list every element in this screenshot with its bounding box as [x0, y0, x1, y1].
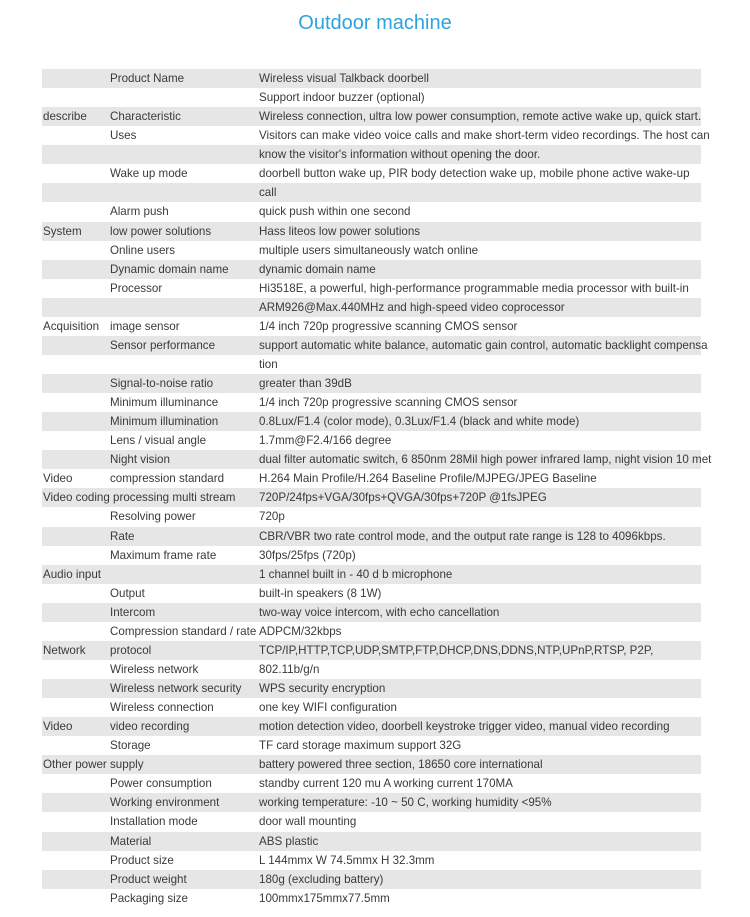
table-row [42, 812, 701, 831]
table-row [42, 260, 701, 279]
table-row [42, 298, 701, 317]
table-row [42, 679, 701, 698]
table-row [42, 241, 701, 260]
parameter-cell: Product Name [110, 72, 185, 85]
value-cell: ARM926@Max.440MHz and high-speed video coprocessor [259, 300, 565, 314]
table-row [42, 126, 710, 145]
table-row [42, 279, 701, 298]
parameter-cell: Resolving power [110, 510, 196, 524]
value-cell: CBR/VBR two rate control mode, and the output rate range is 128 to 4096kbps. [259, 529, 666, 543]
value-cell: 0.8Lux/F1.4 (color mode), 0.3Lux/F1.4 (black and white mode) [259, 415, 580, 429]
table-row [42, 755, 701, 774]
parameter-cell: Intercom [110, 605, 156, 619]
value-cell: door wall mounting [259, 815, 357, 829]
parameter-cell: Installation mode [110, 815, 198, 829]
table-row [42, 565, 701, 584]
parameter-cell: protocol [110, 643, 152, 657]
parameter-cell: Dynamic domain name [110, 262, 229, 276]
table-row [42, 622, 701, 641]
value-cell: two-way voice intercom, with echo cancellation [259, 605, 500, 619]
value-cell: L 144mmx W 74.5mmx H 32.3mm [259, 853, 435, 867]
value-cell: 720P/24fps+VGA/30fps+QVGA/30fps+720P @1fsJPEG [259, 491, 547, 505]
value-cell: battery powered three section, 18650 core international [259, 758, 543, 772]
spec-table [42, 69, 712, 908]
value-cell: Visitors can make video voice calls and make short-term video recordings. The host can [259, 129, 710, 143]
table-row [42, 507, 701, 526]
table-row [42, 69, 701, 88]
table-row [42, 698, 701, 717]
category-cell: Acquisition [43, 319, 100, 333]
category-cell: Video [43, 720, 73, 734]
table-row [42, 469, 701, 488]
value-cell: 720p [259, 510, 285, 524]
category-cell: describe [43, 110, 87, 124]
parameter-cell: Uses [110, 129, 137, 143]
value-cell: motion detection video, doorbell keystroke trigger video, manual video recording [259, 720, 670, 734]
page-title: Outdoor machine [298, 12, 452, 34]
value-cell: TCP/IP,HTTP,TCP,UDP,SMTP,FTP,DHCP,DNS,DDNS,NTP,UPnP,RTSP, P2P, [259, 643, 654, 657]
parameter-cell: Working environment [110, 796, 220, 810]
parameter-cell: Night vision [110, 453, 170, 467]
table-row [42, 222, 701, 241]
table-row [42, 717, 701, 736]
table-row [42, 145, 701, 164]
value-cell: greater than 39dB [259, 377, 352, 390]
value-cell: one key WIFI configuration [259, 701, 397, 715]
parameter-cell: Sensor performance [110, 338, 216, 352]
parameter-cell: Signal-to-noise ratio [110, 377, 214, 390]
parameter-cell: video recording [110, 720, 190, 734]
table-row [42, 584, 701, 603]
table-row [42, 107, 701, 126]
table-row [42, 603, 701, 622]
value-cell: know the visitor's information without opening the door. [259, 148, 541, 162]
table-row [42, 889, 701, 908]
parameter-cell: Minimum illumination [110, 415, 219, 429]
parameter-cell: Maximum frame rate [110, 548, 217, 562]
parameter-cell: Wireless network [110, 662, 199, 676]
value-cell: Wireless visual Talkback doorbell [259, 72, 429, 85]
value-cell: call [259, 186, 277, 200]
table-row [42, 736, 701, 755]
value-cell: standby current 120 mu A working current 170MA [259, 777, 513, 791]
table-row [42, 183, 701, 202]
value-cell: WPS security encryption [259, 682, 386, 695]
category-cell: Video coding processing multi stream [43, 491, 236, 505]
value-cell: working temperature: -10 ~ 50 C, working humidity <95% [259, 796, 552, 810]
table-row [42, 832, 701, 851]
value-cell: Hass liteos low power solutions [259, 224, 421, 238]
table-row [42, 527, 701, 546]
value-cell: tion [259, 357, 278, 371]
value-cell: Hi3518E, a powerful, high-performance programmable media processor with built-in [259, 281, 689, 295]
parameter-cell: Packaging size [110, 891, 188, 905]
parameter-cell: Storage [110, 739, 151, 753]
table-row [42, 660, 701, 679]
category-cell: Other power supply [43, 758, 144, 772]
parameter-cell: Compression standard / rate [110, 624, 257, 638]
category-cell: Video [43, 472, 73, 486]
table-row [42, 851, 701, 870]
value-cell: 1/4 inch 720p progressive scanning CMOS sensor [259, 319, 518, 333]
parameter-cell: Material [110, 834, 152, 848]
parameter-cell: Alarm push [110, 205, 169, 219]
table-row [42, 431, 701, 450]
table-row [42, 355, 701, 374]
parameter-cell: Wireless connection [110, 701, 214, 715]
table-row [42, 393, 701, 412]
value-cell: Support indoor buzzer (optional) [259, 91, 425, 105]
table-row [42, 88, 701, 107]
parameter-cell: Characteristic [110, 110, 181, 124]
table-row [42, 374, 701, 393]
table-row [42, 870, 701, 889]
table-row [42, 336, 708, 355]
value-cell: 1/4 inch 720p progressive scanning CMOS sensor [259, 396, 518, 410]
value-cell: quick push within one second [259, 205, 411, 219]
value-cell: built-in speakers (8 1W) [259, 586, 382, 600]
parameter-cell: Lens / visual angle [110, 434, 207, 448]
value-cell: dynamic domain name [259, 262, 376, 276]
table-row [42, 412, 701, 431]
table-row [42, 774, 701, 793]
value-cell: 100mmx175mmx77.5mm [259, 891, 390, 905]
parameter-cell: Wireless network security [110, 682, 242, 695]
table-row [42, 488, 701, 507]
value-cell: H.264 Main Profile/H.264 Baseline Profile/MJPEG/JPEG Baseline [259, 472, 597, 486]
table-row [42, 164, 701, 183]
table-row [42, 317, 701, 336]
value-cell: Wireless connection, ultra low power consumption, remote active wake up, quick start. [259, 110, 702, 124]
value-cell: dual filter automatic switch, 6 850nm 28Mil high power infrared lamp, night vision 10 met [259, 453, 712, 467]
table-row [42, 546, 701, 565]
parameter-cell: Wake up mode [110, 167, 188, 181]
category-cell: Network [43, 643, 86, 657]
table-row [42, 450, 712, 469]
value-cell: 180g (excluding battery) [259, 872, 384, 886]
parameter-cell: Minimum illuminance [110, 396, 219, 410]
table-row [42, 202, 701, 221]
parameter-cell: Output [110, 586, 145, 600]
category-cell: Audio input [43, 567, 102, 581]
parameter-cell: Online users [110, 243, 176, 257]
parameter-cell: Processor [110, 281, 163, 295]
value-cell: 1.7mm@F2.4/166 degree [259, 434, 392, 448]
value-cell: 802.11b/g/n [259, 662, 320, 676]
value-cell: ABS plastic [259, 834, 319, 848]
parameter-cell: Product weight [110, 872, 187, 886]
parameter-cell: Power consumption [110, 777, 212, 791]
parameter-cell: Product size [110, 853, 174, 867]
value-cell: 1 channel built in - 40 d b microphone [259, 567, 453, 581]
value-cell: doorbell button wake up, PIR body detection wake up, mobile phone active wake-up [259, 167, 690, 181]
table-row [42, 793, 701, 812]
table-row [42, 641, 701, 660]
parameter-cell: image sensor [110, 319, 180, 333]
value-cell: ADPCM/32kbps [259, 624, 342, 638]
parameter-cell: compression standard [110, 472, 225, 486]
value-cell: TF card storage maximum support 32G [259, 739, 462, 753]
parameter-cell: low power solutions [110, 224, 212, 238]
parameter-cell: Rate [110, 529, 135, 543]
value-cell: support automatic white balance, automatic gain control, automatic backlight compensa [259, 338, 708, 352]
value-cell: multiple users simultaneously watch online [259, 243, 479, 257]
value-cell: 30fps/25fps (720p) [259, 548, 356, 562]
category-cell: System [43, 224, 82, 238]
